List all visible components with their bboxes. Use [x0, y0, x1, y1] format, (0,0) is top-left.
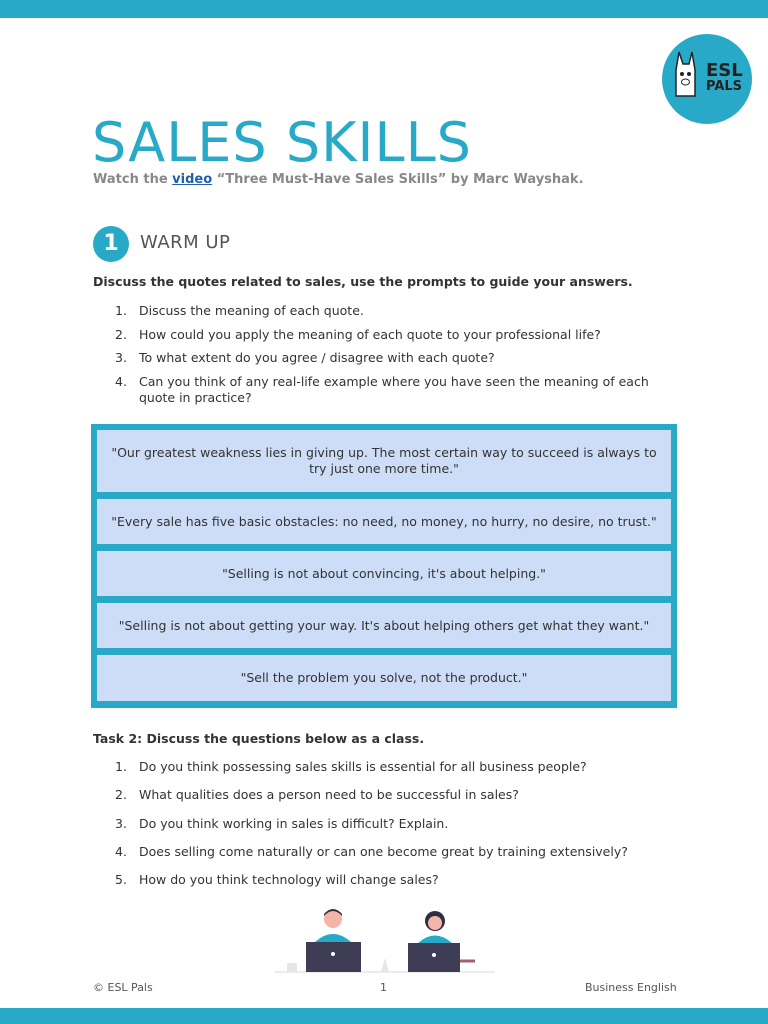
footer-page-number: 1: [380, 981, 387, 994]
bottom-accent-bar: [0, 1008, 768, 1024]
section-title: WARM UP: [140, 232, 231, 253]
task2-heading: Task 2: Discuss the questions below as a class.: [93, 731, 425, 746]
video-link[interactable]: video: [172, 172, 213, 187]
quotes-box: [91, 424, 677, 708]
footer-copyright: © ESL Pals: [93, 981, 153, 994]
quote-card: "Our greatest weakness lies in giving up. The most certain way to succeed is always to try just one more time.": [97, 430, 671, 492]
top-accent-bar: [0, 0, 768, 18]
subtitle-suffix: “Three Must-Have Sales Skills” by Marc Wayshak.: [216, 172, 584, 187]
footer-category: Business English: [585, 981, 677, 994]
quote-card: "Every sale has five basic obstacles: no need, no money, no hurry, no desire, no trust.": [97, 499, 671, 544]
quote-card: "Selling is not about convincing, it's about helping.": [97, 551, 671, 596]
section-number-badge: 1: [93, 226, 129, 262]
subtitle-prefix: Watch the: [93, 172, 168, 187]
logo-text-pals: PALS: [706, 79, 743, 94]
prompt-list: 1. Discuss the meaning of each quote. 2. How could you apply the meaning of each quote to your professional life? 3. To what extent do you agree / disagree with each quote? 4. Can you think of any real-life example where you have seen the meaning of each quote in practice?: [115, 303, 649, 405]
logo-text-esl: ESL: [706, 60, 743, 81]
discussion-question-list: 1. Do you think possessing sales skills is essential for all business people? 2. What qualities does a person need to be successful in sales? 3. Do you think working in sales is difficult? Explain. 4. Does selling come naturally or can one become great by training extensively? 5. How do you think technology will change sales?: [115, 759, 628, 887]
people-at-laptops-illustration: [275, 906, 495, 976]
video-subtitle: [93, 172, 584, 187]
page-title: SALES SKILLS: [92, 111, 472, 174]
warmup-instructions: Discuss the quotes related to sales, use the prompts to guide your answers.: [93, 274, 633, 289]
quote-card: "Sell the problem you solve, not the product.": [97, 655, 671, 701]
esl-pals-logo[interactable]: [662, 34, 752, 124]
quote-card: "Selling is not about getting your way. It's about helping others get what they want.": [97, 603, 671, 648]
